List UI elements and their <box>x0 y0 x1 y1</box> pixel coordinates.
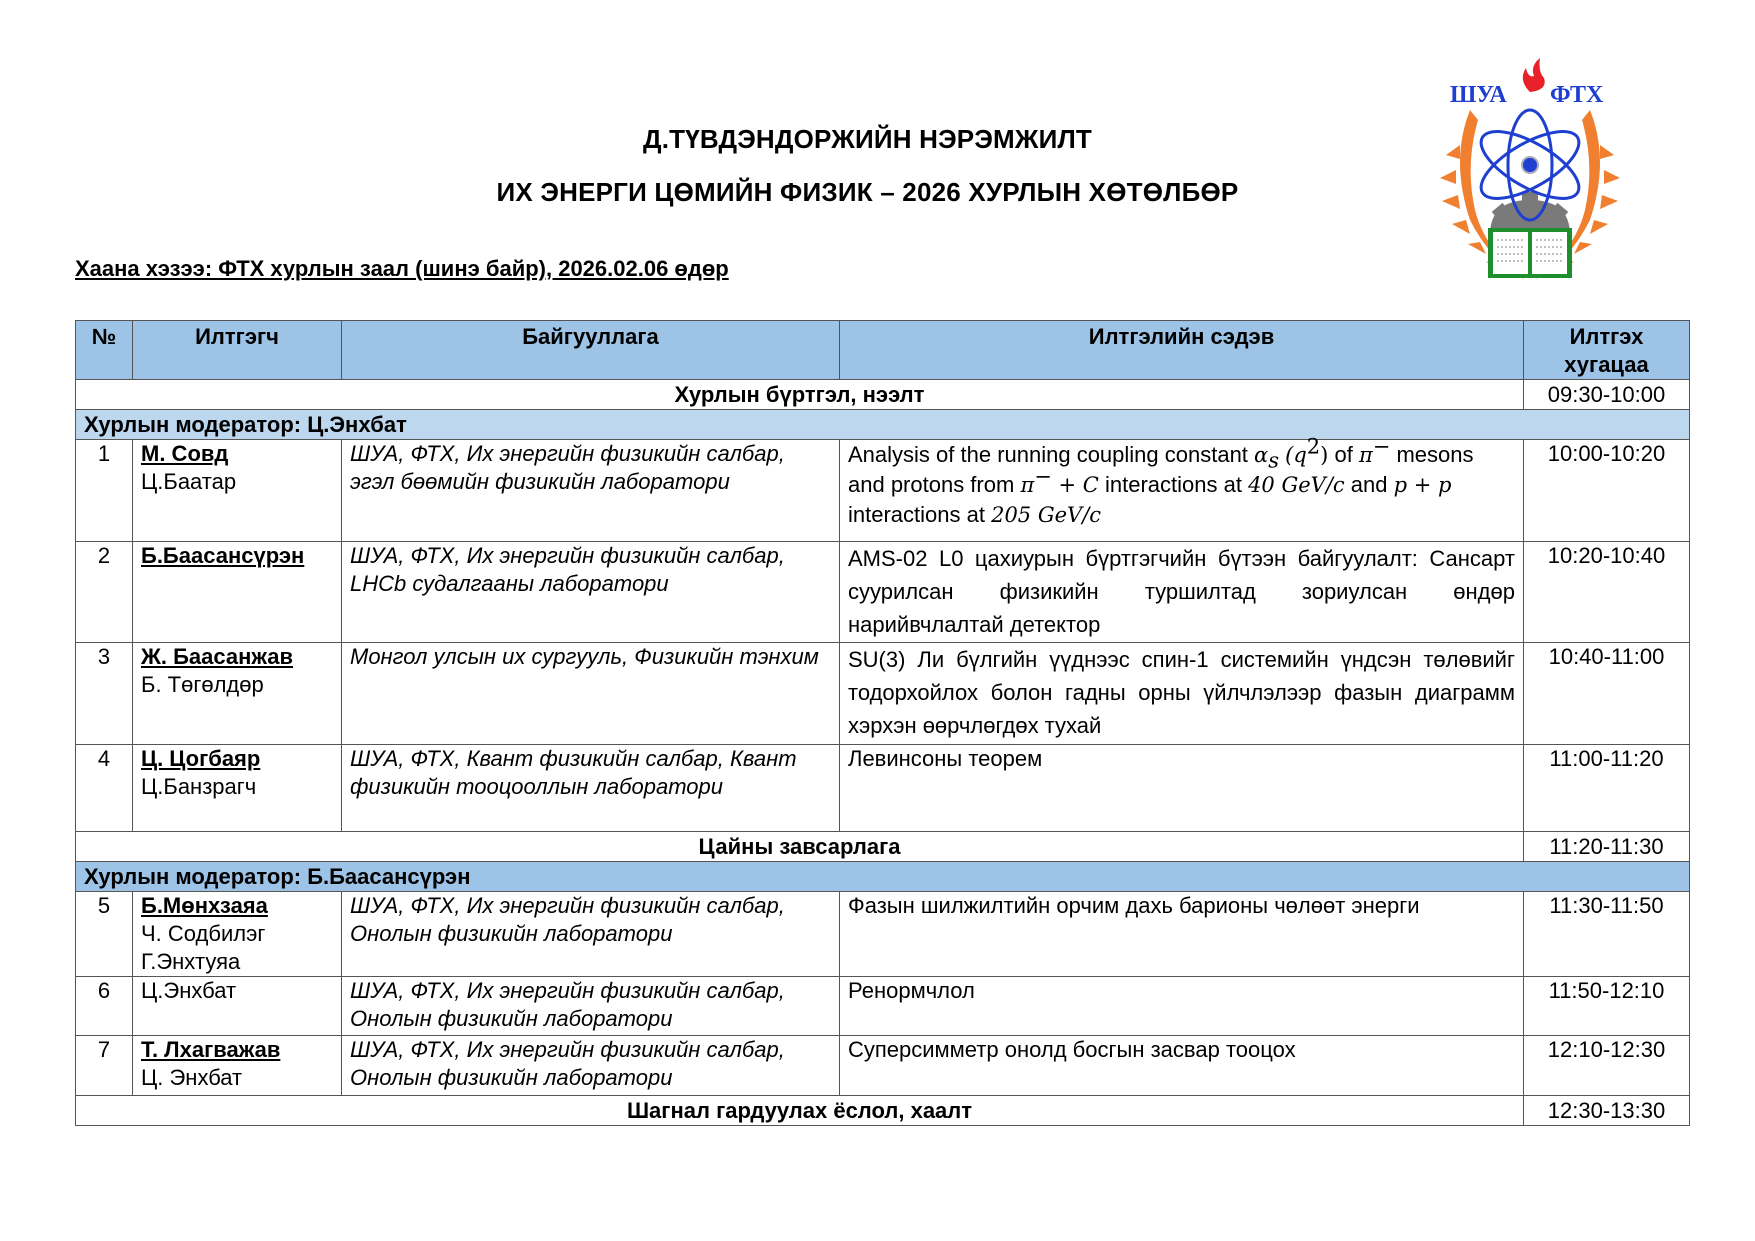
talk-topic: Суперсимметр онолд босгын засвар тооцох <box>840 1036 1524 1096</box>
speaker-cell <box>133 643 342 745</box>
topic-text: and <box>1344 472 1394 497</box>
coauthor-name: Ц. Энхбат <box>141 1065 243 1090</box>
talk-number: 1 <box>76 440 133 542</box>
plus-c: + C <box>1051 473 1099 497</box>
coauthor-name: Ц.Баатар <box>141 469 237 494</box>
talk-topic: AMS-02 L0 цахиурын бүртгэгчийн бүтээн байгуулалт: Сансарт суурилсан физикийн туршилтад зориулсан өндөр нарийвчлалтай детектор <box>840 542 1524 643</box>
organization: ШУА, ФТХ, Квант физикийн салбар, Квант физикийн тооцооллын лаборатори <box>342 745 840 832</box>
venue-date-line: Хаана хэзээ: ФТХ хурлын заал (шинэ байр), 2026.02.06 өдөр <box>75 256 729 281</box>
talk-number: 4 <box>76 745 133 832</box>
presenter-name: Ц.Энхбат <box>141 978 237 1003</box>
talk-time: 10:00-10:20 <box>1524 440 1690 542</box>
column-header-presenter: Илтгэгч <box>133 321 342 380</box>
closing-row <box>76 1096 1690 1126</box>
organization: ШУА, ФТХ, Их энергийн физикийн салбар, Онолын физикийн лаборатори <box>342 892 840 977</box>
program-table <box>75 320 1690 1126</box>
q-close: ) <box>1320 443 1329 467</box>
speaker-cell <box>133 1036 342 1096</box>
speaker-cell <box>133 892 342 977</box>
opening-row <box>76 380 1690 410</box>
talk-time: 11:00-11:20 <box>1524 745 1690 832</box>
talk-topic: SU(3) Ли бүлгийн үүднээс спин-1 системийн үндсэн төлөвийг тодорхойлох болон гадны орны үйлчлэлээр фазын диаграмм хэрхэн өөрчлөгдөх тухай <box>840 643 1524 745</box>
flame-icon <box>1523 58 1545 92</box>
talk-topic: Фазын шилжилтийн орчим дахь барионы чөлөөт энерги <box>840 892 1524 977</box>
opening-label: Хурлын бүртгэл, нээлт <box>76 380 1524 410</box>
presenter-name: Ц. Цогбаяр <box>141 746 261 771</box>
presenter-name: Б.Мөнхзаяа <box>141 893 268 918</box>
talk-number: 3 <box>76 643 133 745</box>
column-header-topic: Илтгэлийн сэдэв <box>840 321 1524 380</box>
break-row <box>76 832 1690 862</box>
closing-label: Шагнал гардуулах ёслол, хаалт <box>76 1096 1524 1126</box>
moderator-row-1 <box>76 410 1690 440</box>
talk-time: 10:40-11:00 <box>1524 643 1690 745</box>
column-header-time: Илтгэх хугацаа <box>1524 321 1690 380</box>
topic-text: of <box>1328 442 1359 467</box>
talk-number: 7 <box>76 1036 133 1096</box>
opening-time: 09:30-10:00 <box>1524 380 1690 410</box>
speaker-cell <box>133 745 342 832</box>
table-row <box>76 892 1690 977</box>
energy-value: 40 GeV/c <box>1248 473 1345 497</box>
table-row <box>76 542 1690 643</box>
table-row <box>76 643 1690 745</box>
document-title: Д.ТҮВДЭНДОРЖИЙН НЭРЭМЖИЛТ <box>642 124 1093 154</box>
organization: ШУА, ФТХ, Их энергийн физикийн салбар, Онолын физикийн лаборатори <box>342 1036 840 1096</box>
speaker-cell <box>133 977 342 1036</box>
closing-time: 12:30-13:30 <box>1524 1096 1690 1126</box>
coauthor-name: Б. Төгөлдөр <box>141 672 264 697</box>
topic-text: Analysis of the running coupling constant <box>848 442 1255 467</box>
organization: ШУА, ФТХ, Их энергийн физикийн салбар, Онолын физикийн лаборатори <box>342 977 840 1036</box>
column-header-number: № <box>76 321 133 380</box>
organization: ШУА, ФТХ, Их энергийн физикийн салбар, эгэл бөөмийн физикийн лаборатори <box>342 440 840 542</box>
table-row <box>76 977 1690 1036</box>
topic-text: mesons and protons from <box>848 442 1474 497</box>
talk-topic: Ренормчлол <box>840 977 1524 1036</box>
talk-number: 2 <box>76 542 133 643</box>
talk-number: 6 <box>76 977 133 1036</box>
topic-text: interactions at <box>1098 472 1249 497</box>
presenter-name: Б.Баасансүрэн <box>141 543 305 568</box>
document-subtitle: ИХ ЭНЕРГИ ЦӨМИЙН ФИЗИК – 2026 ХУРЛЫН ХӨТӨЛБӨР <box>496 177 1239 207</box>
coauthor-name: Ч. Содбилэг <box>141 921 266 946</box>
pi-symbol: π <box>1020 473 1035 497</box>
pi-superscript: − <box>1372 434 1391 459</box>
speaker-cell <box>133 440 342 542</box>
pi-superscript: − <box>1034 464 1052 489</box>
presenter-name: Т. Лхагважав <box>141 1037 281 1062</box>
q-superscript: 2 <box>1306 434 1321 459</box>
speaker-cell <box>133 542 342 643</box>
alpha-symbol: α <box>1254 443 1269 467</box>
break-label: Цайны завсарлага <box>76 832 1524 862</box>
organization: Монгол улсын их сургууль, Физикийн тэнхим <box>342 643 840 745</box>
coauthor-name: Г.Энхтуяа <box>141 949 241 974</box>
talk-number: 5 <box>76 892 133 977</box>
alpha-subscript: s <box>1268 448 1280 473</box>
topic-text: interactions at <box>848 502 992 527</box>
pi-symbol: π <box>1358 443 1373 467</box>
talk-topic: Левинсоны теорем <box>840 745 1524 832</box>
p-plus-p: p + p <box>1393 473 1452 497</box>
talk-time: 10:20-10:40 <box>1524 542 1690 643</box>
talk-time: 12:10-12:30 <box>1524 1036 1690 1096</box>
presenter-name: М. Совд <box>141 441 229 466</box>
coauthor-name: Ц.Банзрагч <box>141 774 257 799</box>
table-row <box>76 440 1690 542</box>
nucleus-icon <box>1522 157 1538 173</box>
energy-value: 205 GeV/c <box>991 503 1102 527</box>
logo-text-left: ШУА <box>1450 82 1507 108</box>
moderator-label-1: Хурлын модератор: Ц.Энхбат <box>76 410 1690 440</box>
institute-logo <box>1430 50 1630 290</box>
moderator-row-2 <box>76 862 1690 892</box>
talk-time: 11:50-12:10 <box>1524 977 1690 1036</box>
organization: ШУА, ФТХ, Их энергийн физикийн салбар, LHCb судалгааны лаборатори <box>342 542 840 643</box>
break-time: 11:20-11:30 <box>1524 832 1690 862</box>
table-row <box>76 745 1690 832</box>
logo-text-right: ФТХ <box>1550 82 1604 108</box>
talk-topic <box>840 434 1524 542</box>
column-header-organization: Байгууллага <box>342 321 840 380</box>
open-book-icon <box>1488 228 1572 278</box>
table-header-row <box>76 321 1690 380</box>
presenter-name: Ж. Баасанжав <box>141 644 294 669</box>
table-row <box>76 1036 1690 1096</box>
moderator-label-2: Хурлын модератор: Б.Баасансүрэн <box>76 862 1690 892</box>
q-symbol: (q <box>1285 443 1307 467</box>
talk-time: 11:30-11:50 <box>1524 892 1690 977</box>
